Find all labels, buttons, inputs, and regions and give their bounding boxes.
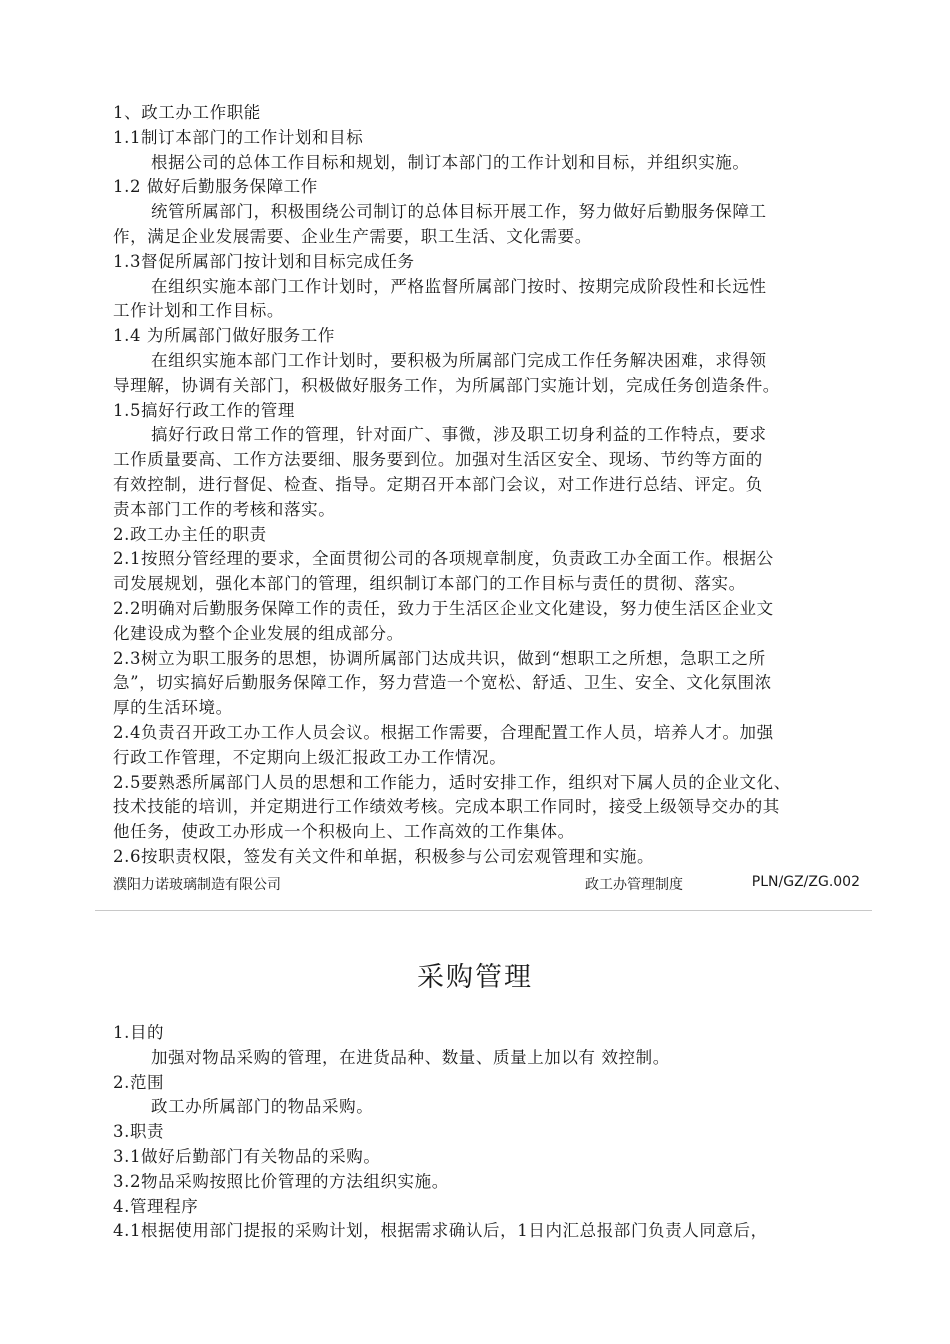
footer-company: 濮阳力诺玻璃制造有限公司 [113,877,281,893]
text-line: 1.1制订本部门的工作计划和目标 [113,127,364,147]
page1-lines [113,101,860,870]
text-line: 行政工作管理，不定期向上级汇报政工办工作情况。 [113,747,507,767]
text-line: 政工办所属部门的物品采购。 [151,1097,374,1117]
text-line: 厚的生活环境。 [113,698,233,718]
text-line: 急”，切实搞好后勤服务保障工作，努力营造一个宽松、舒适、卫生、安全、文化氛围浓 [113,673,772,693]
page2-lines [113,1021,860,1244]
page1-body [113,101,860,870]
text-line: 有效控制，进行督促、检查、指导。定期召开本部门会议，对工作进行总结、评定。负 [113,474,763,494]
text-line: 搞好行政日常工作的管理，针对面广、事微，涉及职工切身利益的工作特点，要求 [151,425,767,445]
text-line: 在组织实施本部门工作计划时，要积极为所属部门完成工作任务解决困难，求得领 [151,350,767,370]
page-divider [95,910,872,911]
text-line: 责本部门工作的考核和落实。 [113,499,336,519]
text-line: 1.2 做好后勤服务保障工作 [113,177,318,197]
text-line: 3.职责 [113,1122,165,1142]
text-line: 在组织实施本部门工作计划时，严格监督所属部门按时、按期完成阶段性和长远性 [151,276,767,296]
text-line: 作，满足企业发展需要、企业生产需要，职工生活、文化需要。 [113,226,592,246]
text-line: 2.范围 [113,1072,165,1092]
text-line: 2.政工办主任的职责 [113,524,267,544]
text-line: 1、政工办工作职能 [113,103,261,122]
text-line: 2.5要熟悉所属部门人员的思想和工作能力，适时安排工作，组织对下属人员的企业文化、 [113,772,791,792]
page2-body [113,1021,860,1244]
text-line: 1.3督促所属部门按计划和目标完成任务 [113,251,415,271]
text-line: 工作质量要高、工作方法要细、服务要到位。加强对生活区安全、现场、节约等方面的 [113,450,763,470]
text-line: 导理解，协调有关部门，积极做好服务工作，为所属部门实施计划，完成任务创造条件。 [113,375,780,395]
text-line: 2.2明确对后勤服务保障工作的责任，致力于生活区企业文化建设，努力使生活区企业文 [113,598,774,618]
text-line: 工作计划和工作目标。 [113,301,284,321]
text-line: 统管所属部门，积极围绕公司制订的总体目标开展工作，努力做好后勤服务保障工 [151,202,767,222]
text-line: 2.4负责召开政工办工作人员会议。根据工作需要，合理配置工作人员，培养人才。加强 [113,722,774,742]
text-line: 技术技能的培训，并定期进行工作绩效考核。完成本职工作同时，接受上级领导交办的其 [113,797,780,817]
text-line: 3.2物品采购按照比价管理的方法组织实施。 [113,1171,449,1191]
text-line: 4.管理程序 [113,1196,199,1216]
text-line: 1.目的 [113,1023,165,1042]
footer-doc-title: 政工办管理制度 [585,877,683,893]
text-line: 2.3树立为职工服务的思想，协调所属部门达成共识，做到“想职工之所想，急职工之所 [113,648,766,668]
text-line: 1.4 为所属部门做好服务工作 [113,326,335,346]
text-line: 根据公司的总体工作目标和规划，制订本部门的工作计划和目标，并组织实施。 [151,152,750,172]
footer-doc-code: PLN/GZ/ZG.002 [751,874,860,890]
text-line: 他任务，使政工办形成一个积极向上、工作高效的工作集体。 [113,822,575,842]
section-title: 采购管理 [417,962,533,993]
text-line: 司发展规划，强化本部门的管理，组织制订本部门的工作目标与责任的贯彻、落实。 [113,574,746,594]
text-line: 1.5搞好行政工作的管理 [113,400,295,420]
text-line: 3.1做好后勤部门有关物品的采购。 [113,1146,381,1166]
page-footer [113,874,860,896]
text-line: 加强对物品采购的管理，在进货品种、数量、质量上加以有 效控制。 [151,1047,670,1067]
text-line: 化建设成为整个企业发展的组成部分。 [113,623,404,643]
text-line: 2.6按职责权限，签发有关文件和单据，积极参与公司宏观管理和实施。 [113,846,655,866]
text-line: 2.1按照分管经理的要求，全面贯彻公司的各项规章制度，负责政工办全面工作。根据公 [113,549,774,569]
text-line: 4.1根据使用部门提报的采购计划，根据需求确认后，1日内汇总报部门负责人同意后， [113,1221,768,1241]
